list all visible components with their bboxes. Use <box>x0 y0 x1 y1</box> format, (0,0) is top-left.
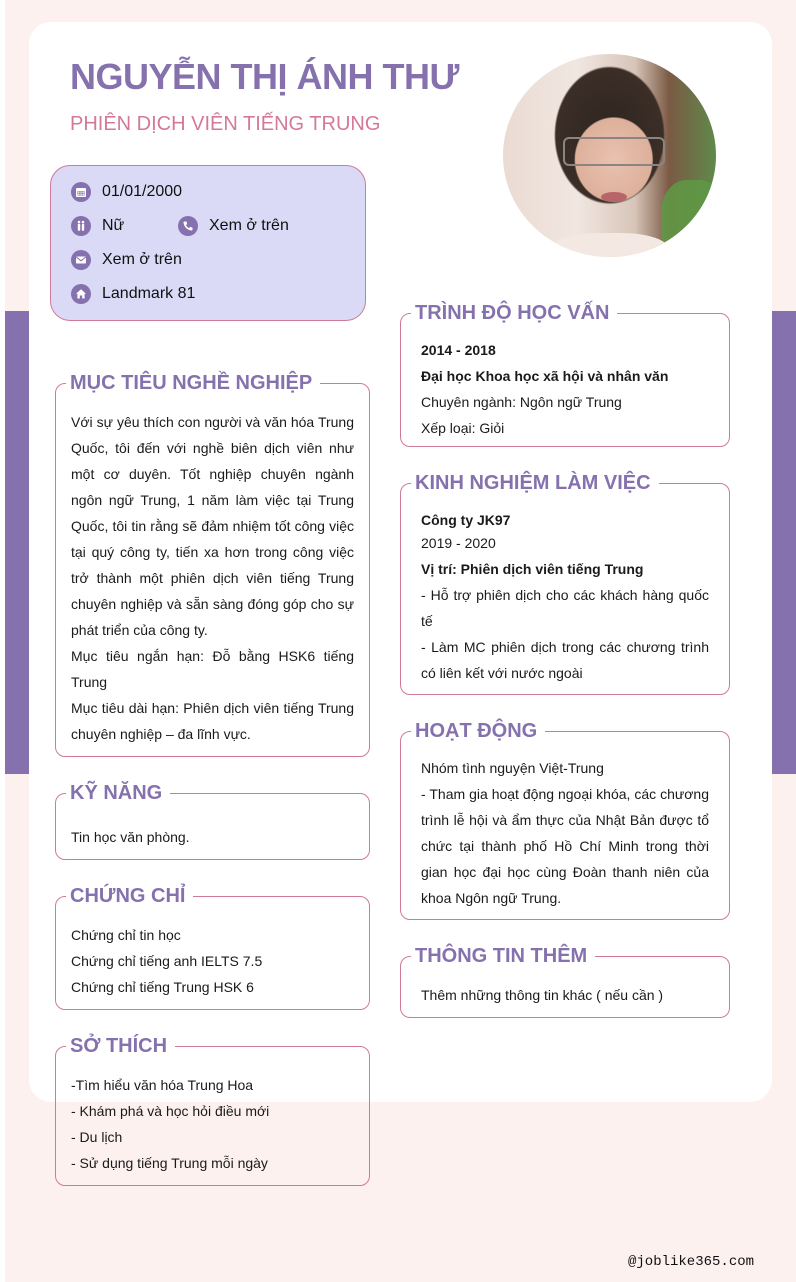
email-icon <box>71 250 91 270</box>
section-title: KINH NGHIỆM LÀM VIỆC <box>411 470 659 496</box>
photo-shirt <box>550 233 669 257</box>
experience-period: 2019 - 2020 <box>421 535 496 551</box>
contact-email <box>71 250 182 270</box>
experience-position: Vị trí: Phiên dịch viên tiếng Trung <box>421 561 644 577</box>
section-title: SỞ THÍCH <box>66 1033 175 1059</box>
job-title: PHIÊN DỊCH VIÊN TIẾNG TRUNG <box>70 113 381 135</box>
address-value: Landmark 81 <box>102 285 196 302</box>
objective-short-term: Mục tiêu ngắn hạn: Đỗ bằng HSK6 tiếng Trung <box>71 648 354 690</box>
section-work-experience <box>400 472 730 695</box>
watermark: @joblike365.com <box>628 1254 755 1270</box>
experience-duty: - Hỗ trợ phiên dịch cho các khách hàng quốc tế <box>421 587 709 629</box>
education-school: Đại học Khoa học xã hội và nhân văn <box>421 368 669 384</box>
education-grade: Xếp loại: Giỏi <box>421 420 505 436</box>
section-education <box>400 302 730 447</box>
decorative-bar-right <box>772 311 796 774</box>
phone-icon <box>178 216 198 236</box>
home-icon <box>71 284 91 304</box>
activity-description: - Tham gia hoạt động ngoại khóa, các chương trình lễ hội và ẩm thực của Nhật Bản được tổ chức tại thành phố Hồ Chí Minh trong thời gian học đại học cùng Đoàn thanh niên của khoa Ngôn ngữ Trung. <box>421 786 709 906</box>
profile-photo <box>503 54 716 257</box>
section-certificates <box>55 885 370 1010</box>
hobby-item: -Tìm hiểu văn hóa Trung Hoa <box>71 1077 254 1093</box>
additional-info-text: Thêm những thông tin khác ( nếu cần ) <box>421 987 664 1003</box>
contact-birthday <box>71 182 182 202</box>
section-activities <box>400 720 730 920</box>
contact-gender <box>71 216 124 236</box>
section-skills <box>55 782 370 860</box>
section-title: HOẠT ĐỘNG <box>411 718 545 744</box>
activity-organization: Nhóm tình nguyện Việt-Trung <box>421 760 604 776</box>
birthday-value: 01/01/2000 <box>102 183 183 200</box>
contact-phone <box>178 216 289 236</box>
section-title: THÔNG TIN THÊM <box>411 943 595 969</box>
section-title: TRÌNH ĐỘ HỌC VẤN <box>411 300 617 326</box>
decorative-bar-left <box>5 311 29 774</box>
calendar-icon <box>71 182 91 202</box>
certificate-item: Chứng chỉ tiếng Trung HSK 6 <box>71 979 254 995</box>
section-title: MỤC TIÊU NGHỀ NGHIỆP <box>66 370 320 396</box>
hobby-item: - Khám phá và học hỏi điều mới <box>71 1103 270 1119</box>
hobby-item: - Du lịch <box>71 1129 123 1145</box>
gender-icon <box>71 216 91 236</box>
section-hobbies <box>55 1035 370 1186</box>
experience-company: Công ty JK97 <box>421 512 511 528</box>
objective-text <box>71 409 354 747</box>
photo-lips <box>601 192 627 202</box>
certificate-item: Chứng chỉ tiếng anh IELTS 7.5 <box>71 953 263 969</box>
gender-value: Nữ <box>102 217 125 234</box>
photo-background-foliage <box>661 180 716 257</box>
certificate-item: Chứng chỉ tin học <box>71 927 181 943</box>
section-career-objective <box>55 372 370 757</box>
objective-long-term: Mục tiêu dài hạn: Phiên dịch viên tiếng Trung chuyên nghiệp – đa lĩnh vực. <box>71 700 354 742</box>
phone-value: Xem ở trên <box>209 217 289 234</box>
photo-glasses <box>563 137 665 165</box>
section-title: KỸ NĂNG <box>66 780 170 806</box>
education-period: 2014 - 2018 <box>421 342 496 358</box>
section-additional-info <box>400 945 730 1018</box>
section-title: CHỨNG CHỈ <box>66 883 193 909</box>
experience-duty: - Làm MC phiên dịch trong các chương trình có liên kết với nước ngoài <box>421 639 709 681</box>
hobby-item: - Sử dụng tiếng Trung mỗi ngày <box>71 1155 268 1171</box>
objective-paragraph: Với sự yêu thích con người và văn hóa Trung Quốc, tôi đến với nghề biên dịch viên như một cơ duyên. Tốt nghiệp chuyên ngành ngôn ngữ Trung, 1 năm làm việc tại Trung Quốc, tôi tin rằng sẽ đảm nhiệm tốt công việc tại quý công ty, tiến xa hơn trong công việc trở thành một phiên dịch viên tiếng Trung chuyên nghiệp và sẵn sàng đóng góp cho sự phát triển của công ty. <box>71 414 354 638</box>
contact-address <box>71 284 195 304</box>
email-value: Xem ở trên <box>102 251 182 268</box>
candidate-name: NGUYỄN THỊ ÁNH THƯ <box>70 56 459 97</box>
skill-item: Tin học văn phòng. <box>71 829 190 845</box>
education-major: Chuyên ngành: Ngôn ngữ Trung <box>421 394 622 410</box>
